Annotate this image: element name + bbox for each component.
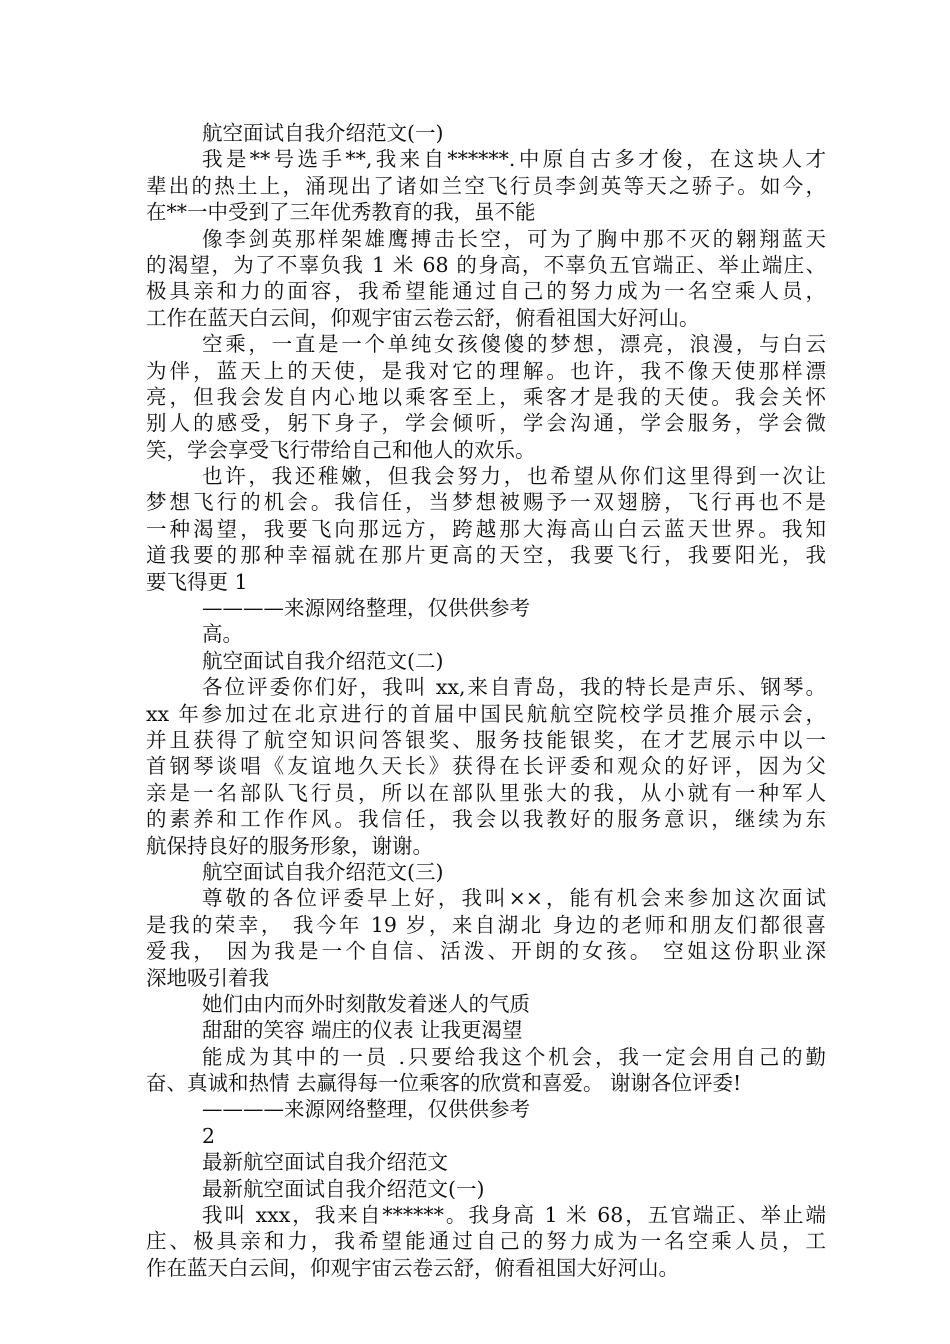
text-line: 一种渴望，我要飞向那远方，跨越那大海高山白云蓝天世界。我知 (146, 516, 826, 541)
text-line: 尊敬的各位评委早上好，我叫××，能有机会来参加这次面试 (202, 886, 826, 911)
text-line: 航空面试自我介绍范文(一) (202, 121, 444, 145)
text-line: xx 年参加过在北京进行的首届中国民航航空院校学员推介展示会， (146, 701, 826, 726)
text-line: 首钢琴谈唱《友谊地久天长》获得在长评委和观众的好评，因为父 (146, 754, 826, 779)
text-line: 亮，但我会发自内心地以乘客至上，乘客才是我的天使。我会关怀 (146, 384, 826, 409)
text-line: 的渴望，为了不辜负我 1 米 68 的身高，不辜负五官端正、举止端庄、 (146, 252, 826, 277)
text-line: 航空面试自我介绍范文(三) (202, 859, 444, 884)
text-line: 航保持良好的服务形象，谢谢。 (146, 833, 433, 858)
text-line: 我叫 xxx，我来自******。我身高 1 米 68，五官端正、举止端 (202, 1203, 826, 1228)
text-line: 别人的感受，躬下身子，学会倾听，学会沟通，学会服务，学会微 (146, 411, 826, 436)
text-line: 空乘，一直是一个单纯女孩傻傻的梦想，漂亮，浪漫，与白云 (202, 332, 826, 357)
text-line: 2 (202, 1123, 216, 1148)
text-line: 最新航空面试自我介绍范文(一) (202, 1176, 485, 1201)
text-line: 工作在蓝天白云间，仰观宇宙云卷云舒，俯看祖国大好河山。 (146, 305, 700, 330)
text-line: 笑，学会享受飞行带给自己和他人的欢乐。 (146, 437, 536, 462)
text-line: 能成为其中的一员 .只要给我这个机会，我一定会用自己的勤 (202, 1044, 826, 1069)
text-line: 极具亲和力的面容，我希望能通过自己的努力成为一名空乘人员， (146, 279, 826, 304)
text-line: 甜甜的笑容 端庄的仪表 让我更渴望 (202, 1018, 523, 1043)
text-line: 的素养和工作作风。我信任，我会以我教好的服务意识，继续为东 (146, 807, 826, 832)
text-line: 作在蓝天白云间，仰观宇宙云卷云舒，俯看祖国大好河山。 (146, 1255, 679, 1280)
text-line: 也许，我还稚嫩，但我会努力，也希望从你们这里得到一次让 (202, 464, 826, 489)
text-line: 奋、真诚和热情 去赢得每一位乘客的欣赏和喜爱。 谢谢各位评委! (146, 1071, 742, 1096)
text-line: 最新航空面试自我介绍范文 (202, 1150, 448, 1175)
text-line: 道我要的那种幸福就在那片更高的天空，我要飞行，我要阳光，我 (146, 543, 826, 568)
text-line: 像李剑英那样架雄鹰搏击长空，可为了胸中那不灭的翱翔蓝天 (202, 226, 826, 251)
text-line: 在**一中受到了三年优秀教育的我，虽不能 (146, 200, 536, 225)
text-line: 深地吸引着我 (146, 965, 269, 990)
text-line: 并且获得了航空知识问答银奖、服务技能银奖，在才艺展示中以一 (146, 727, 826, 752)
text-line: 各位评委你们好，我叫 xx,来自青岛，我的特长是声乐、钢琴。 (202, 675, 826, 700)
text-line: 我是**号选手**,我来自******.中原自古多才俊，在这块人才 (202, 147, 826, 172)
text-line: 庄、极具亲和力，我希望能通过自己的努力成为一名空乘人员，工 (146, 1229, 826, 1254)
text-line: ————来源网络整理，仅供供参考 (202, 596, 530, 621)
text-line: 是我的荣幸， 我今年 19 岁，来自湖北 身边的老师和朋友们都很喜 (146, 912, 826, 937)
text-line: ————来源网络整理，仅供供参考 (202, 1097, 530, 1122)
text-line: 要飞得更 1 (146, 569, 248, 594)
text-line: 爱我， 因为我是一个自信、活泼、开朗的女孩。 空姐这份职业深 (146, 939, 826, 964)
text-line: 亲是一名部队飞行员，所以在部队里张大的我，从小就有一种军人 (146, 780, 826, 805)
text-line: 高。 (202, 622, 243, 647)
text-line: 为伴，蓝天上的天使，是我对它的理解。也许，我不像天使那样漂 (146, 358, 826, 383)
document-page (146, 120, 826, 1281)
text-line: 梦想飞行的机会。我信任，当梦想被赐予一双翅膀，飞行再也不是 (146, 490, 826, 515)
text-line: 辈出的热土上，涌现出了诸如兰空飞行员李剑英等天之骄子。如今， (146, 173, 826, 198)
text-line: 航空面试自我介绍范文(二) (202, 648, 444, 673)
text-line: 她们由内而外时刻散发着迷人的气质 (202, 991, 530, 1016)
